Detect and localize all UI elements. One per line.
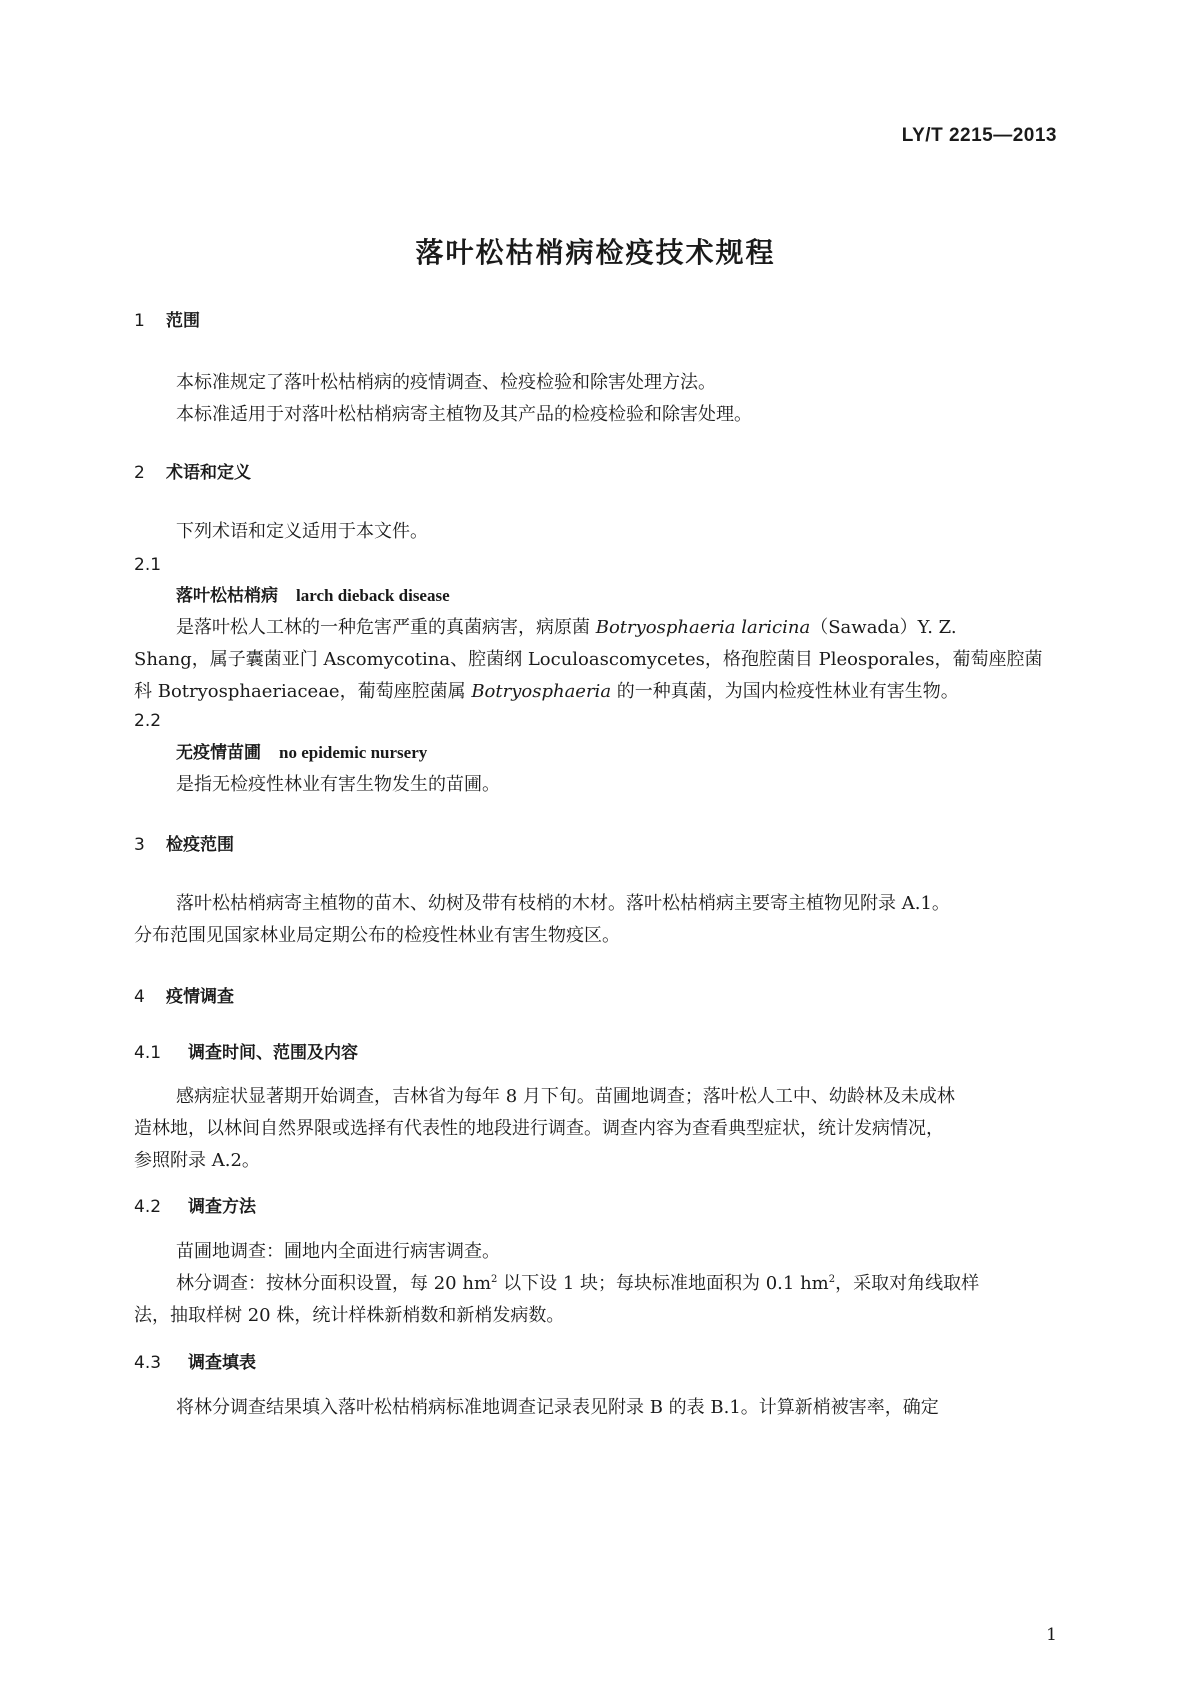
latin-name: Botryosphaeria laricina [595, 617, 811, 638]
section-number: 1 [134, 311, 145, 331]
text: 的一种真菌，为国内检疫性林业有害生物。 [611, 681, 959, 702]
section-title: 检疫范围 [166, 835, 234, 855]
section-number: 2 [134, 463, 145, 483]
paragraph-line: 苗圃地调查：圃地内全面进行病害调查。 [176, 1241, 500, 1262]
section-4-heading [134, 985, 1058, 1009]
document-title: 落叶松枯梢病检疫技术规程 [415, 236, 776, 269]
clause-4-1-body [134, 1081, 1058, 1177]
definition-line [134, 676, 1058, 708]
page-number: 1 [1046, 1625, 1057, 1645]
latin-name: Botryosphaeria [471, 681, 612, 702]
text: 科 Botryosphaeriaceae，葡萄座腔菌属 [134, 681, 472, 702]
clause-title: 调查方法 [188, 1197, 256, 1217]
section-3-body [134, 888, 1058, 952]
paragraph-line: 法，抽取样树 20 株，统计样株新梢数和新梢发病数。 [134, 1305, 565, 1326]
definition-line: 是指无检疫性林业有害生物发生的苗圃。 [176, 774, 500, 795]
paragraph-line: 落叶松枯梢病寄主植物的苗木、幼树及带有枝梢的木材。落叶松枯梢病主要寄主植物见附录 A.1。 [176, 893, 950, 914]
clause-4-2-heading [134, 1195, 1058, 1219]
paragraph-line: 感病症状显著期开始调查，吉林省为每年 8 月下旬。苗圃地调查；落叶松人工中、幼龄林及未成林 [176, 1086, 955, 1107]
text: 以下设 1 块；每块标准地面积为 0.1 hm [497, 1273, 829, 1294]
clause-4-3-heading [134, 1351, 1058, 1375]
paragraph-line: 造林地，以林间自然界限或选择有代表性的地段进行调查。调查内容为查看典型症状，统计发病情况， [134, 1118, 944, 1139]
paragraph-line: 参照附录 A.2。 [134, 1150, 260, 1171]
section-number: 4 [134, 987, 145, 1007]
term-zh: 无疫情苗圃 [176, 743, 261, 763]
term-en: larch dieback disease [296, 586, 450, 605]
paragraph-line: 分布范围见国家林业局定期公布的检疫性林业有害生物疫区。 [134, 925, 620, 946]
section-title: 术语和定义 [166, 463, 251, 483]
clause-number: 4.3 [134, 1353, 162, 1373]
section-2-heading [134, 461, 1058, 485]
section-1-body [134, 367, 1058, 431]
term-2-2-definition [134, 769, 1058, 801]
clause-4-2-body [134, 1236, 1058, 1332]
paragraph: 本标准规定了落叶松枯梢病的疫情调查、检疫检验和除害处理方法。 [176, 372, 716, 393]
clause-2-1-number: 2.1 [134, 555, 162, 575]
term-2-1 [134, 580, 1100, 612]
clause-4-3-body [134, 1392, 1058, 1424]
section-1-heading [134, 309, 1058, 333]
clause-2-2-number: 2.2 [134, 711, 162, 731]
paragraph-line: 将林分调查结果填入落叶松枯梢病标准地调查记录表见附录 B 的表 B.1。计算新梢被害率，确定 [176, 1397, 939, 1418]
term-en: no epidemic nursery [279, 743, 428, 762]
paragraph: 下列术语和定义适用于本文件。 [176, 521, 428, 542]
text: ，采取对角线取样 [835, 1273, 980, 1294]
clause-title: 调查填表 [188, 1353, 256, 1373]
superscript: 2 [491, 1274, 498, 1285]
text: 是落叶松人工林的一种危害严重的真菌病害，病原菌 [176, 617, 596, 638]
section-3-heading [134, 833, 1058, 857]
section-title: 范围 [166, 311, 200, 331]
section-2-intro [134, 516, 1058, 548]
term-2-1-definition [134, 612, 1058, 708]
paragraph: 本标准适用于对落叶松枯梢病寄主植物及其产品的检疫检验和除害处理。 [176, 404, 752, 425]
superscript: 2 [828, 1274, 836, 1285]
text: （Sawada）Y. Z. [810, 617, 957, 638]
text: 林分调查：按林分面积设置，每 20 hm [176, 1273, 492, 1294]
clause-number: 4.1 [134, 1043, 162, 1063]
clause-4-1-heading [134, 1041, 1058, 1065]
clause-number: 4.2 [134, 1197, 162, 1217]
section-title: 疫情调查 [166, 987, 234, 1007]
term-2-2 [134, 737, 1100, 769]
clause-title: 调查时间、范围及内容 [188, 1043, 358, 1063]
definition-line: Shang，属子囊菌亚门 Ascomycotina、腔菌纲 Loculoascomycetes，格孢腔菌目 Pleosporales，葡萄座腔菌 [134, 649, 1043, 670]
definition-line [134, 612, 1058, 644]
standard-code: LY/T 2215—2013 [901, 125, 1057, 146]
section-number: 3 [134, 835, 145, 855]
term-zh: 落叶松枯梢病 [176, 586, 278, 606]
paragraph-line [134, 1268, 1058, 1300]
